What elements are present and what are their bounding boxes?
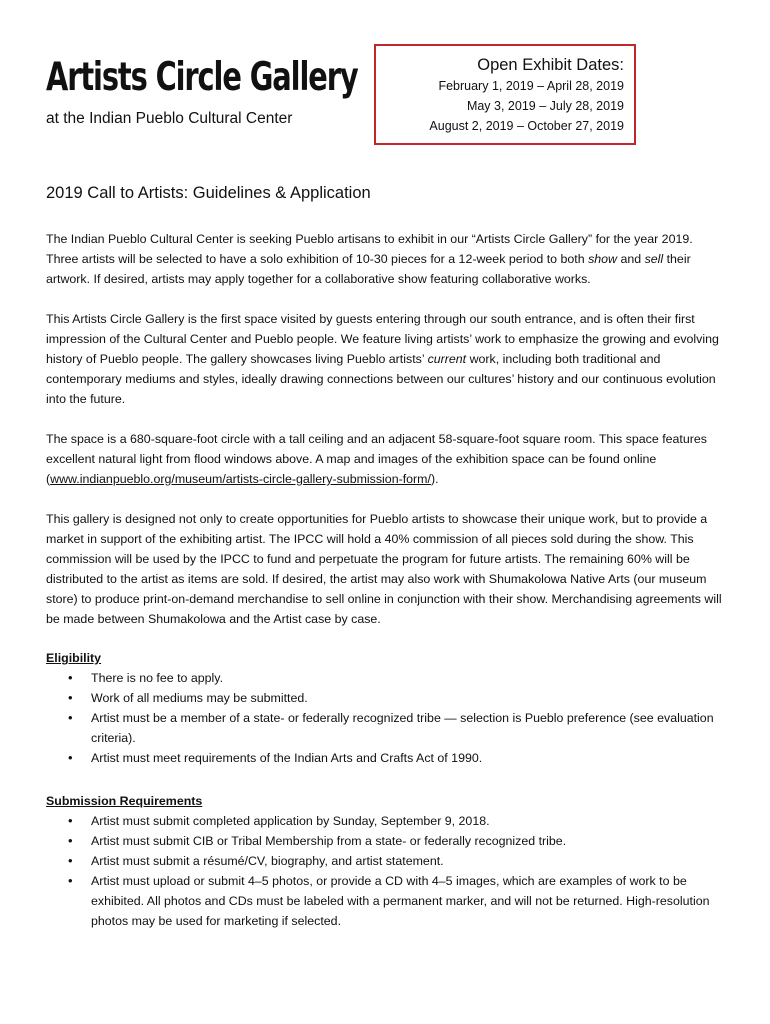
list-item: • Artist must be a member of a state- or federally recognized tribe — selection is Pueblo preference (see evaluation criteria). <box>68 710 714 745</box>
exhibit-date-3: August 2, 2019 – October 27, 2019 <box>429 119 624 133</box>
eligibility-section <box>46 648 722 768</box>
document-subtitle: at the Indian Pueblo Cultural Center <box>46 110 293 127</box>
submission-section <box>46 791 722 931</box>
bullet-icon: • <box>68 853 73 868</box>
paragraph-text: This Artists Circle Gallery is the first space visited by guests entering through our south entrance, and is often their first impression of the Cultural Center and Pueblo people. We feature living artists’ work to emphasize the growing and evolving history of Pueblo people. The gallery showcases living Pueblo artists’ <box>46 312 719 366</box>
paragraph-commission <box>46 509 722 629</box>
bullet-icon: • <box>68 750 73 765</box>
eligibility-heading: Eligibility <box>46 651 102 665</box>
emphasis-sell: sell <box>644 252 664 266</box>
paragraph-space <box>46 429 722 489</box>
submission-heading: Submission Requirements <box>46 794 203 808</box>
emphasis-current: current <box>427 352 467 366</box>
list-item: • Artist must meet requirements of the Indian Arts and Crafts Act of 1990. <box>46 748 722 768</box>
list-item: • There is no fee to apply. <box>46 668 722 688</box>
eligibility-list <box>46 668 722 768</box>
paragraph-text: their artwork. If desired, artists may apply together for a collaborative show featuring collaborative works. <box>46 252 691 286</box>
bullet-icon: • <box>68 873 73 888</box>
list-item: • Artist must upload or submit 4–5 photos, or provide a CD with 4–5 images, which are examples of work to be exhibited. All photos and CDs must be labeled with a permanent marker, and will not be returned. High-resolution photos may be used for marketing if selected. <box>68 873 710 928</box>
section-title: 2019 Call to Artists: Guidelines & Application <box>46 184 371 202</box>
paragraph-text: The Indian Pueblo Cultural Center is seeking Pueblo artisans to exhibit in our “Artists Circle Gallery” for the year 2019. Three artists will be selected to have a solo exhibition of 10-30 pieces for a 12-week period to both <box>46 232 693 266</box>
exhibit-date-1: February 1, 2019 – April 28, 2019 <box>438 79 624 93</box>
paragraph-text: The space is a 680-square-foot circle with a tall ceiling and an adjacent 58-square-foot square room. This space features excellent natural light from flood windows above. A map and images of the exhibition space can be found online ( <box>46 432 707 486</box>
bullet-icon: • <box>68 833 73 848</box>
bullet-icon: • <box>68 710 73 725</box>
emphasis-show: show <box>588 252 617 266</box>
bullet-icon: • <box>68 670 73 685</box>
bullet-icon: • <box>68 690 73 705</box>
paragraph-text: and <box>617 252 645 266</box>
list-item: • Work of all mediums may be submitted. <box>46 688 722 708</box>
submission-list <box>46 811 722 931</box>
paragraph-text: work, including both traditional and contemporary mediums and styles, ideally drawing connections between our cultures’ history and our continuous evolution into the future. <box>46 352 716 406</box>
paragraph-text: This gallery is designed not only to create opportunities for Pueblo artists to showcase their unique work, but to provide a market in support of the exhibiting artist. The IPCC will hold a 40% commission of all pieces sold during the show. This commission will be used by the IPCC to fund and perpetuate the program for future artists. The remaining 60% will be distributed to the artist as items are sold. If desired, the artist may also work with Shumakolowa Native Arts (our museum store) to produce print-on-demand merchandise to sell online in conjunction with their show. Merchandising agreements will be made between Shumakolowa and the Artist case by case. <box>46 512 722 626</box>
paragraph-gallery <box>46 309 722 409</box>
list-item: • Artist must submit CIB or Tribal Membership from a state- or federally recognized tribe. <box>46 831 722 851</box>
bullet-icon: • <box>68 813 73 828</box>
paragraph-intro <box>46 229 722 289</box>
exhibit-date-2: May 3, 2019 – July 28, 2019 <box>466 99 624 113</box>
paragraph-text: ). <box>430 472 439 486</box>
list-item: • Artist must submit a résumé/CV, biography, and artist statement. <box>46 851 722 871</box>
document-title: Artists Circle Gallery <box>46 55 358 100</box>
submission-form-link[interactable]: www.indianpueblo.org/museum/artists-circle-gallery-submission-form/ <box>50 472 431 486</box>
exhibit-dates-heading: Open Exhibit Dates: <box>477 56 624 74</box>
list-item: • Artist must submit completed application by Sunday, September 9, 2018. <box>46 811 722 831</box>
exhibit-dates-box <box>374 44 636 145</box>
